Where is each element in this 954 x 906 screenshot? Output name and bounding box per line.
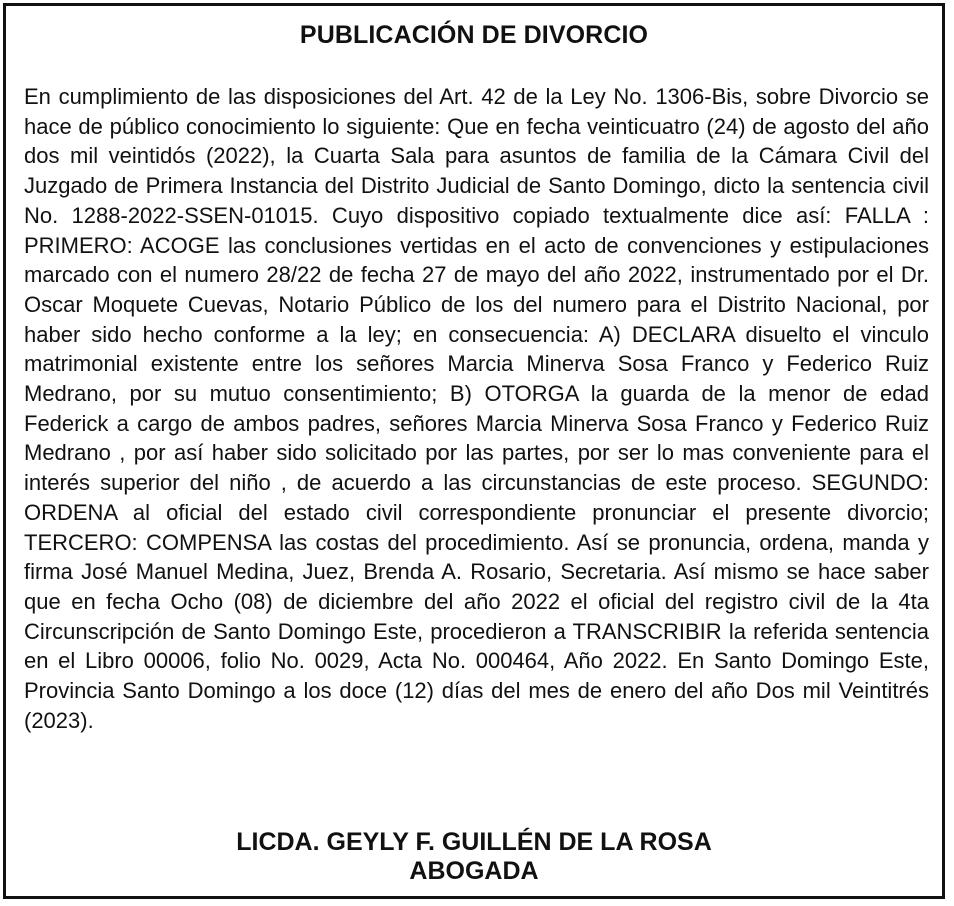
notice-frame <box>3 3 945 899</box>
signature-name: LICDA. GEYLY F. GUILLÉN DE LA ROSA <box>236 828 712 856</box>
notice-body: En cumplimiento de las disposiciones del Art. 42 de la Ley No. 1306-Bis, sobre Divorcio se hace de público conocimiento lo siguiente: Que en fecha veinticuatro (24) de agosto del año dos mil veintidós (2022), la Cuarta Sala para asuntos de familia de la Cámara Civil del Juzgado de Primera Instancia del Distrito Judicial de Santo Domingo, dicto la sentencia civil No. 1288-2022-SSEN-01015. Cuyo dispositivo copiado textualmente dice así: FALLA : PRIMERO: ACOGE las conclusiones vertidas en el acto de convenciones y estipulaciones marcado con el numero 28/22 de fecha 27 de mayo del año 2022, instrumentado por el Dr. Oscar Moquete Cuevas, Notario Público de los del numero para el Distrito Nacional, por haber sido hecho conforme a la ley; en consecuencia: A) DECLARA disuelto el vinculo matrimonial existente entre los señores Marcia Minerva Sosa Franco y Federico Ruiz Medrano, por su mutuo consentimiento; B) OTORGA la guarda de la menor de edad Federick a cargo de ambos padres, señores Marcia Minerva Sosa Franco y Federico Ruiz Medrano , por así haber sido solicitado por las partes, por ser lo mas conveniente para el interés superior del niño , de acuerdo a las circunstancias de este proceso. SEGUNDO: ORDENA al oficial del estado civil correspondiente pronunciar el presente divorcio; TERCERO: COMPENSA las costas del procedimiento. Así se pronuncia, ordena, manda y firma José Manuel Medina, Juez, Brenda A. Rosario, Secretaria. Así mismo se hace saber que en fecha Ocho (08) de diciembre del año 2022 el oficial del registro civil de la 4ta Circunscripción de Santo Domingo Este, procedieron a TRANSCRIBIR la referida sentencia en el Libro 00006, folio No. 0029, Acta No. 000464, Año 2022. En Santo Domingo Este, Provincia Santo Domingo a los doce (12) días del mes de enero del año Dos mil Veintitrés (2023). <box>24 84 929 733</box>
signature-role: ABOGADA <box>409 857 539 885</box>
notice-title: PUBLICACIÓN DE DIVORCIO <box>299 21 649 49</box>
signature-block <box>6 828 942 886</box>
